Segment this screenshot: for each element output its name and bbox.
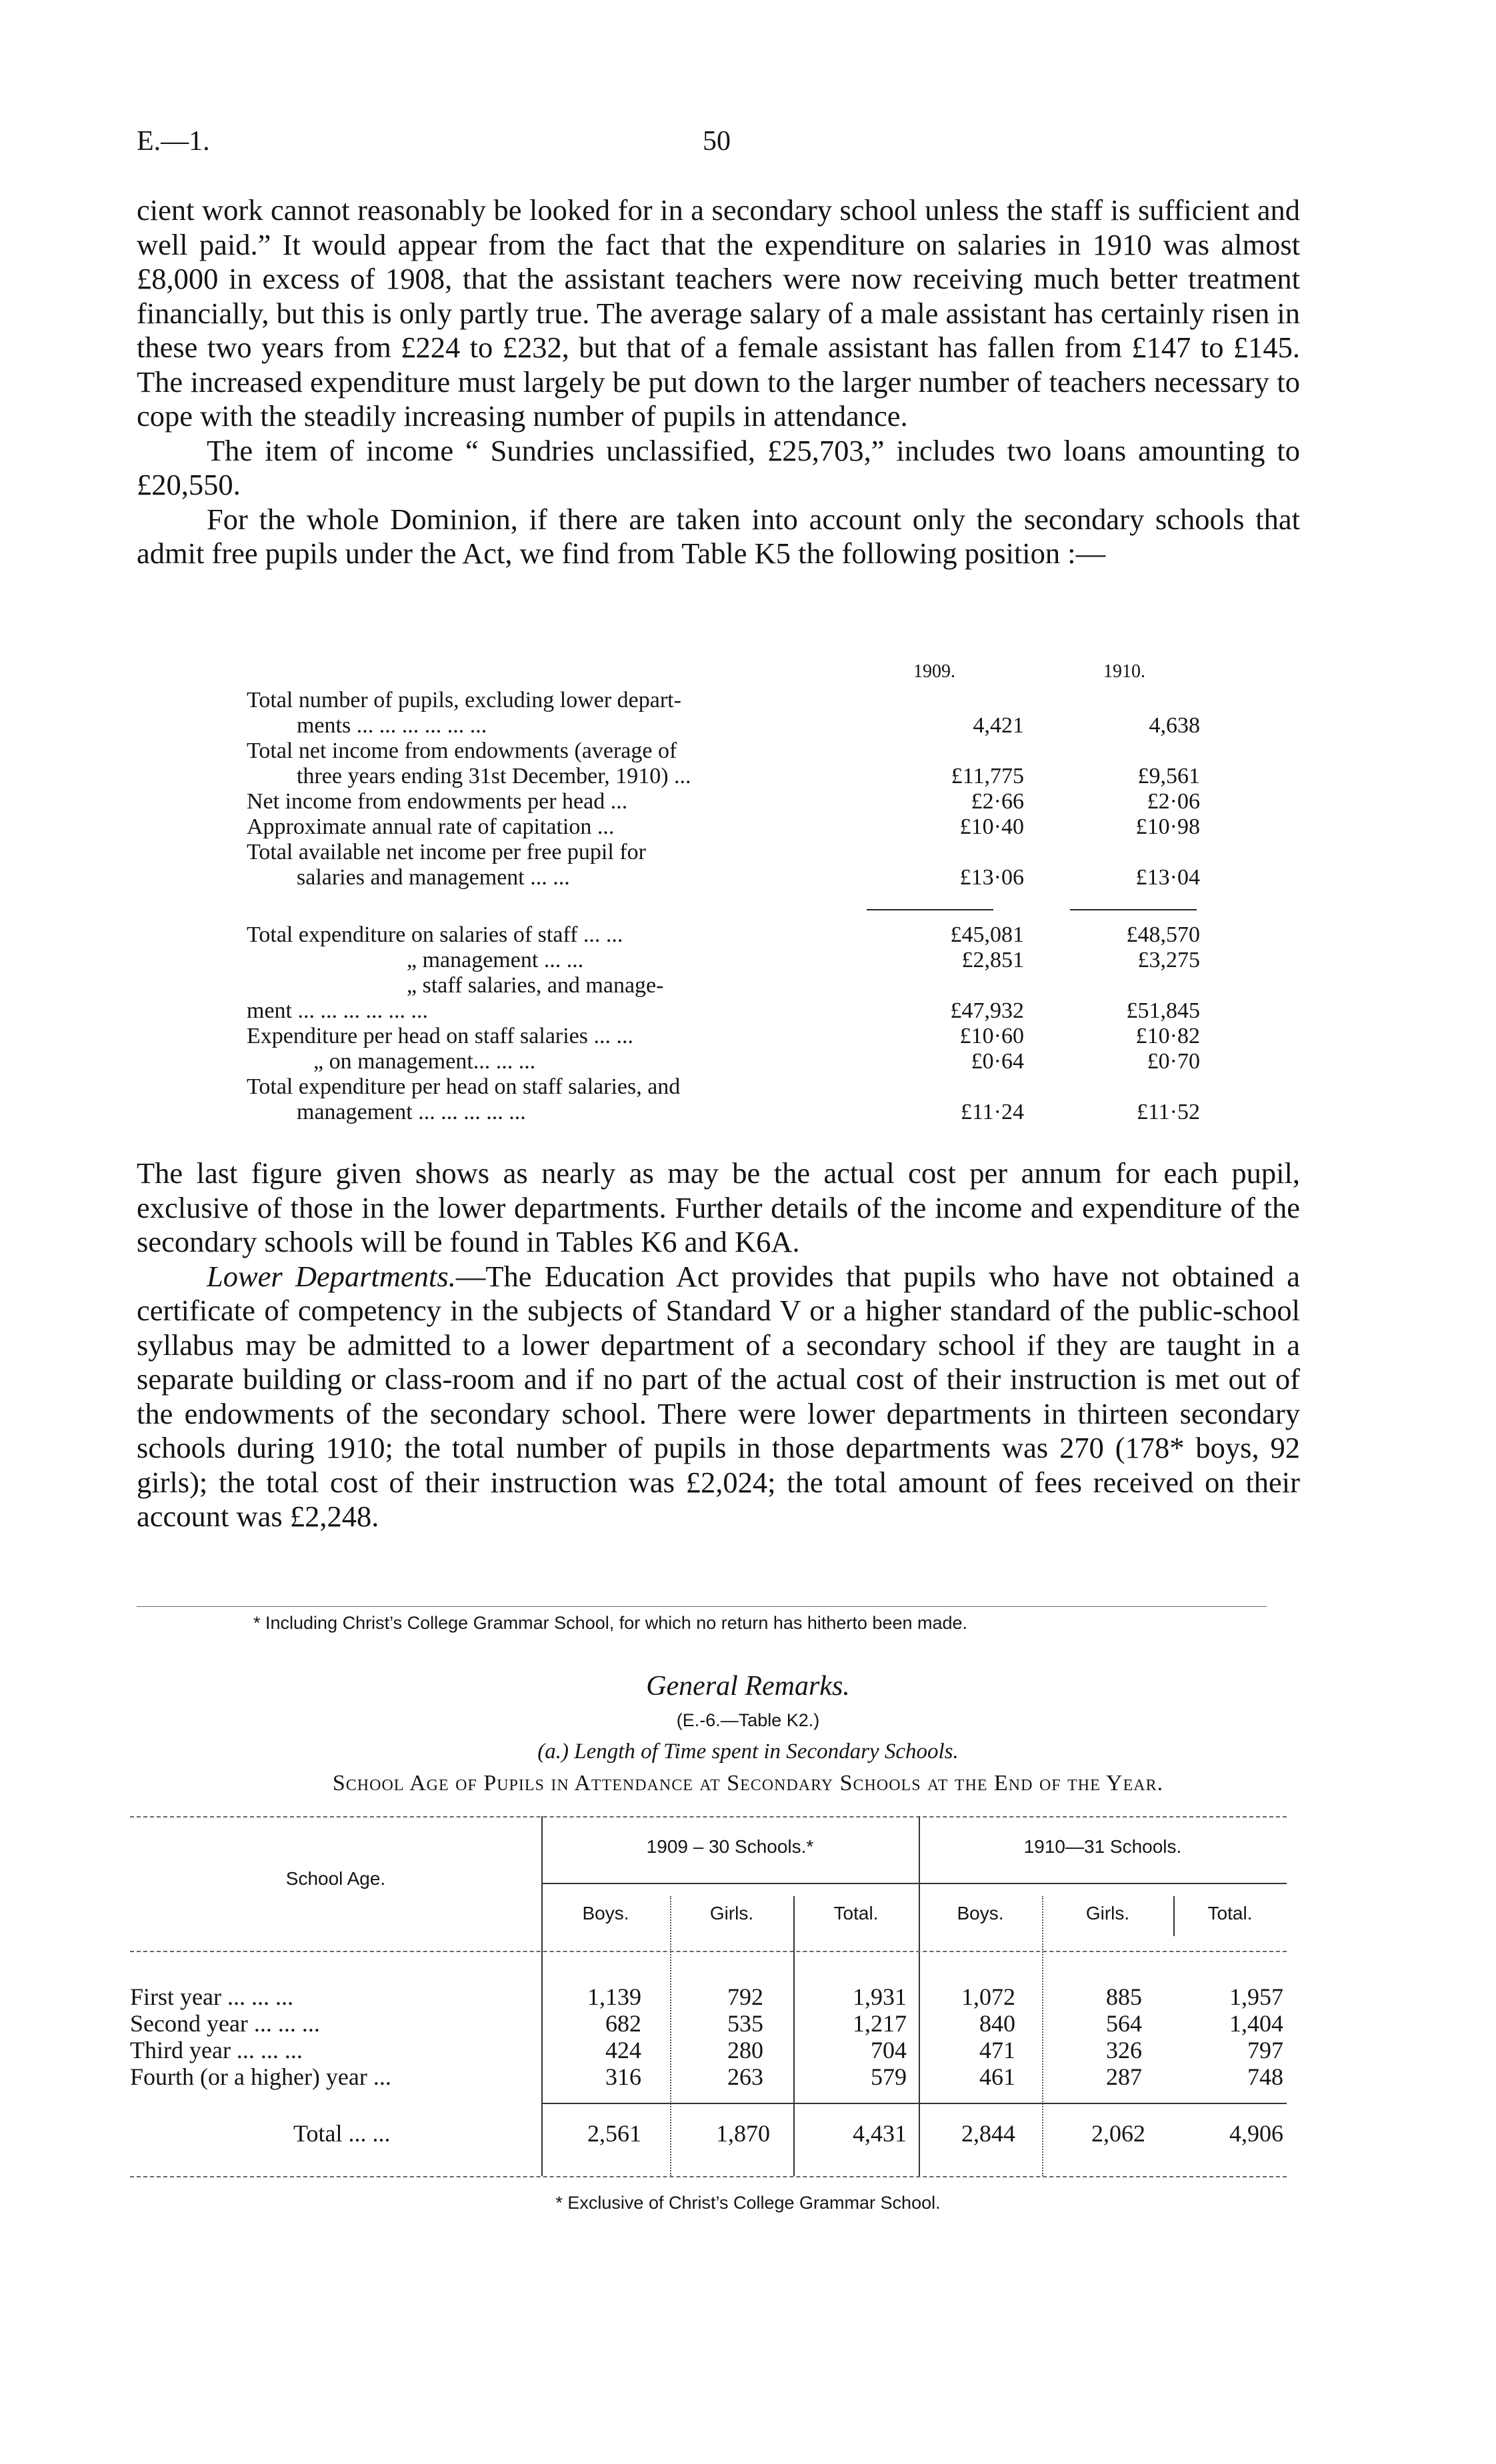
lower-departments-title: Lower Departments. xyxy=(207,1259,456,1293)
paragraph-last-figure: The last figure given shows as nearly as may be the actual cost per annum for each pupil, exclusive of those in the lower departments. Further details of the income and expenditure of the secondary schools will be found in Tables K6 and K6A. xyxy=(137,1156,1300,1258)
finance-row: ments ... ... ... ... ... ... 4,421 4,638 xyxy=(297,713,1200,738)
finance-row: Total expenditure per head on staff salaries, and xyxy=(247,1074,681,1099)
col-boys-1909: Boys. xyxy=(582,1903,629,1923)
finance-row: Total net income from endowments (average of xyxy=(247,738,677,763)
year-1910-header: 1910. xyxy=(1103,661,1145,682)
paragraph-lower-departments xyxy=(137,1260,1300,1534)
page-header xyxy=(137,125,1297,165)
footnote-exclusive: * Exclusive of Christ’s College Grammar School. xyxy=(555,2193,941,2213)
col-girls-1910: Girls. xyxy=(1085,1903,1130,1923)
finance-row: Total expenditure on salaries of staff ... ... £45,081 £48,570 xyxy=(247,922,1200,947)
lower-departments-text: —The Education Act provides that pupils who have not obtained a certificate of competency in the subjects of Standard V or a higher standard of the public-school syllabus may be admitted to a lower department of a secondary school if they are taught in a separate building or class-room and if no part of the actual cost of their instruction is met out of the endowments of the secondary school. There were lower departments in thirteen secondary schools during 1910; the total number of pupils in those departments was 270 (178* boys, 92 girls); the total cost of their instruction was £2,024; the total amount of fees received on their account was £2,248. xyxy=(137,1259,1301,1533)
paragraph-salaries: cient work cannot reasonably be looked for in a secondary school unless the staff is sufficient and well paid.” It would appear from the fact that the expenditure on salaries in 1910 was almost £8,000 in excess of 1908, that the assistant teachers were now receiving much better treatment financially, but this is only partly true. The average salary of a male assistant has certainly risen in these two years from £224 to £232, but that of a female assistant has fallen from £147 to £145. The increased expenditure must largely be put down to the larger number of teachers necessary to cope with the steadily increasing number of pupils in attendance. xyxy=(137,193,1300,433)
finance-row: ment ... ... ... ... ... ... £47,932 £51,845 xyxy=(247,998,1200,1023)
page-number: 50 xyxy=(703,126,731,157)
finance-row: Net income from endowments per head ... £2·66 £2·06 xyxy=(247,789,1200,814)
col-total-1909: Total. xyxy=(833,1903,879,1923)
finance-row: Total number of pupils, excluding lower depart- xyxy=(247,688,681,712)
finance-row: three years ending 31st December, 1910) ... £11,775 £9,561 xyxy=(297,764,1200,788)
paragraph-dominion: For the whole Dominion, if there are taken into account only the secondary schools that admit free pupils under the Act, we find from Table K5 the following position :— xyxy=(137,502,1300,570)
general-remarks-heading: General Remarks. xyxy=(646,1671,850,1702)
group-1909-header: 1909 – 30 Schools.* xyxy=(646,1836,814,1857)
subtotal-rule xyxy=(867,909,993,910)
finance-row: „ on management... ... ... £0·64 £0·70 xyxy=(313,1049,1200,1074)
footnote-rule xyxy=(137,1606,1267,1607)
col-boys-1910: Boys. xyxy=(957,1903,1004,1923)
school-age-header: School Age. xyxy=(285,1868,386,1889)
col-total-1910: Total. xyxy=(1207,1903,1253,1923)
finance-row: Total available net income per free pupil for xyxy=(247,840,646,864)
finance-row: management ... ... ... ... ... £11·24 £11·52 xyxy=(297,1100,1200,1124)
finance-row: Expenditure per head on staff salaries ... ... £10·60 £10·82 xyxy=(247,1024,1200,1048)
finance-row: salaries and management ... ... £13·06 £13·04 xyxy=(297,865,1200,890)
col-girls-1909: Girls. xyxy=(709,1903,754,1923)
table-caption: School Age of Pupils in Attendance at Secondary Schools at the End of the Year. xyxy=(332,1771,1164,1796)
closing-paragraphs xyxy=(137,1156,1300,1534)
table-reference: (E.-6.—Table K2.) xyxy=(676,1710,820,1730)
paragraph-sundries: The item of income “ Sundries unclassified, £25,703,” includes two loans amounting to £20,550. xyxy=(137,433,1300,501)
section-reference: E.—1. xyxy=(137,126,210,157)
length-of-time-subheading: (a.) Length of Time spent in Secondary Schools. xyxy=(537,1740,959,1764)
school-age-table: School Age. 1909 – 30 Schools.* 1910—31 Schools. Boys. Girls. Total. Boys. Girls. Total. First year ... ... ... 1,139 792 1,931 1,072 885 1,957 Second year ... ... ... 682 535 1,217 840 564 1,404 Third year ... ... ... 424 280 704 471 326 797 Fourth (or a higher) year ... 316 263 579 461 287 748 Total ... ... 2,561 1,870 4,431 2,844 2,062 4,906 xyxy=(130,1810,1287,2183)
group-1910-header: 1910—31 Schools. xyxy=(1023,1836,1182,1857)
year-1909-header: 1909. xyxy=(913,661,955,682)
finance-row: Approximate annual rate of capitation ... £10·40 £10·98 xyxy=(247,814,1200,839)
footnote-christs-college: * Including Christ’s College Grammar School, for which no return has hitherto been made. xyxy=(253,1613,968,1633)
finance-row: „ staff salaries, and manage- xyxy=(407,973,664,998)
opening-paragraphs xyxy=(137,193,1300,571)
subtotal-rule xyxy=(1070,909,1197,910)
finance-row: „ management ... ... £2,851 £3,275 xyxy=(407,948,1200,972)
